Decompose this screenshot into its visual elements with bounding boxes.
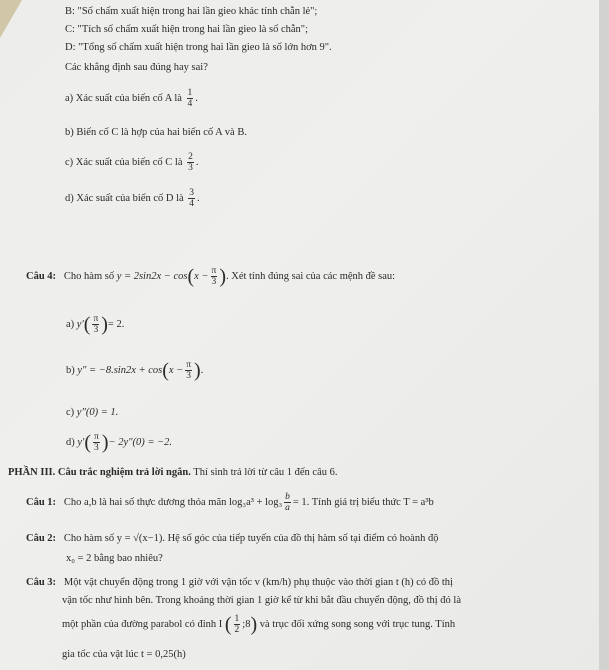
prompt: Các khẳng định sau đúng hay sai? bbox=[65, 62, 208, 73]
statement-b: b) Biến cố C là hợp của hai biến cố A và B. bbox=[65, 127, 247, 138]
denominator: 2 bbox=[234, 625, 240, 635]
statement-text: a) Xác suất của biến cố A là bbox=[65, 92, 182, 104]
fraction bbox=[92, 314, 99, 335]
question-text: Cho hàm số y = √(x−1). Hệ số góc của tiếp tuyến của đồ thị hàm số tại điểm có hoành độ bbox=[63, 533, 439, 544]
statement-label: c) bbox=[66, 407, 75, 418]
expr: . bbox=[200, 364, 204, 376]
event-d: D: "Tổng số chấm xuất hiện trong hai lần gieo là số lớn hơn 9". bbox=[65, 42, 332, 53]
question-text: một phần của đường parabol có đỉnh I bbox=[62, 618, 223, 630]
statement-text: c) Xác suất của biến cố C là bbox=[65, 156, 183, 168]
question-text: Cho a,b là hai số thực dương thỏa mãn log₃a³ + log₃ bbox=[63, 496, 283, 508]
question-3-line2: vận tốc như hình bên. Trong khoảng thời gian 1 giờ kể từ khi bắt đầu chuyển động, đồ thị đó là bbox=[62, 595, 461, 606]
numerator: b bbox=[285, 492, 290, 502]
fraction bbox=[187, 152, 194, 173]
statement-label: b) bbox=[66, 364, 75, 376]
statement-label: a) bbox=[66, 318, 75, 330]
denominator: 3 bbox=[188, 163, 193, 173]
question-text: và trục đối xứng song song với trục tung. Tính bbox=[259, 618, 456, 630]
q4-statement-c bbox=[66, 406, 118, 420]
statement-a: a) Xác suất của biến cố A là $\frac{1}{4}$ . bbox=[65, 88, 198, 109]
question-4: Câu 4: Cho hàm số y = 2sin2x − cos(x − $\frac{\pi}{3}$ ). Xét tính đúng sai của các mệnh đề sau: bbox=[26, 265, 396, 288]
statement-c: c) Xác suất của biến cố C là $\frac{2}{3}$ . bbox=[65, 152, 199, 173]
fraction bbox=[234, 614, 241, 635]
fraction bbox=[188, 188, 195, 209]
function-expr: y = 2sin2x − cos bbox=[116, 270, 188, 282]
expr: x − bbox=[168, 364, 184, 376]
numerator: 3 bbox=[189, 188, 195, 198]
fraction bbox=[185, 360, 192, 381]
numerator: π bbox=[94, 432, 99, 442]
question-3-line4: gia tốc của vật lúc t = 0,25(h) bbox=[62, 649, 186, 660]
denominator: 4 bbox=[189, 199, 195, 209]
event-c: C: "Tích số chấm xuất hiện trong hai lần gieo là số chẵn"; bbox=[65, 24, 309, 35]
fraction bbox=[284, 492, 291, 513]
function-inner: x − bbox=[194, 270, 209, 282]
question-tail: . Xét tính đúng sai của các mệnh đề sau: bbox=[225, 270, 396, 282]
expr: = 2. bbox=[107, 318, 125, 330]
coord: ;8 bbox=[242, 618, 251, 630]
part-title: PHẦN III. Câu trắc nghiệm trả lời ngắn. bbox=[8, 467, 191, 478]
background-corner bbox=[0, 0, 22, 38]
numerator: 1 bbox=[234, 614, 240, 624]
expr: − 2y″(0) = −2. bbox=[108, 436, 173, 448]
paper-edge bbox=[599, 0, 609, 670]
question-label: Câu 1: bbox=[26, 496, 57, 508]
denominator: 3 bbox=[94, 443, 99, 453]
denominator: 3 bbox=[186, 371, 192, 381]
expr: y′ bbox=[77, 436, 85, 448]
numerator: 1 bbox=[187, 88, 193, 98]
statement-d: d) Xác suất của biến cố D là $\frac{3}{4}$ . bbox=[65, 188, 200, 209]
question-2-cont: x₀ = 2 bằng bao nhiêu? bbox=[66, 553, 163, 564]
numerator: π bbox=[186, 360, 192, 370]
question-text: Một vật chuyển động trong 1 giờ với vận tốc v (km/h) phụ thuộc vào thời gian t (h) có đồ thị bbox=[63, 577, 453, 588]
question-3-line3: một phần của đường parabol có đỉnh I ( $\frac{1}{2}$ ;8) và trục đối xứng song song với trục tung. Tính bbox=[62, 613, 456, 636]
expr: y′ bbox=[76, 318, 84, 330]
question-2 bbox=[26, 532, 438, 546]
question-label: Câu 3: bbox=[26, 577, 57, 588]
part-3-heading bbox=[8, 466, 338, 480]
question-intro: Cho hàm số bbox=[63, 270, 115, 282]
question-text: = 1. Tính giá trị biểu thức T = a³b bbox=[292, 496, 434, 508]
denominator: 3 bbox=[93, 325, 99, 335]
denominator: a bbox=[285, 503, 290, 513]
expr: y″ = −8.sin2x + cos bbox=[77, 364, 163, 376]
numerator: π bbox=[93, 314, 99, 324]
numerator: π bbox=[211, 266, 217, 276]
event-b: B: "Số chấm xuất hiện trong hai lần gieo khác tính chẵn lẻ"; bbox=[65, 6, 318, 17]
fraction bbox=[93, 432, 100, 453]
statement-text: d) Xác suất của biến cố D là bbox=[65, 192, 184, 204]
fraction bbox=[187, 88, 194, 109]
question-label: Câu 4: bbox=[26, 270, 57, 282]
numerator: 2 bbox=[188, 152, 193, 162]
statement-label: d) bbox=[66, 436, 75, 448]
part-subtitle: Thí sinh trả lời từ câu 1 đến câu 6. bbox=[193, 467, 338, 478]
q4-statement-b: b) y″ = −8.sin2x + cos(x − $\frac{\pi}{3}$ ). bbox=[66, 359, 204, 382]
q4-statement-a: a) y′( $\frac{\pi}{3}$ )= 2. bbox=[66, 313, 125, 336]
question-1 bbox=[26, 492, 434, 513]
question-3 bbox=[26, 576, 453, 590]
fraction bbox=[211, 266, 218, 287]
q4-statement-d: d) y′( $\frac{\pi}{3}$ )− 2y″(0) = −2. bbox=[66, 431, 173, 454]
expr: y″(0) = 1. bbox=[76, 407, 119, 418]
denominator: 3 bbox=[211, 277, 217, 287]
question-label: Câu 2: bbox=[26, 533, 57, 544]
denominator: 4 bbox=[187, 99, 193, 109]
